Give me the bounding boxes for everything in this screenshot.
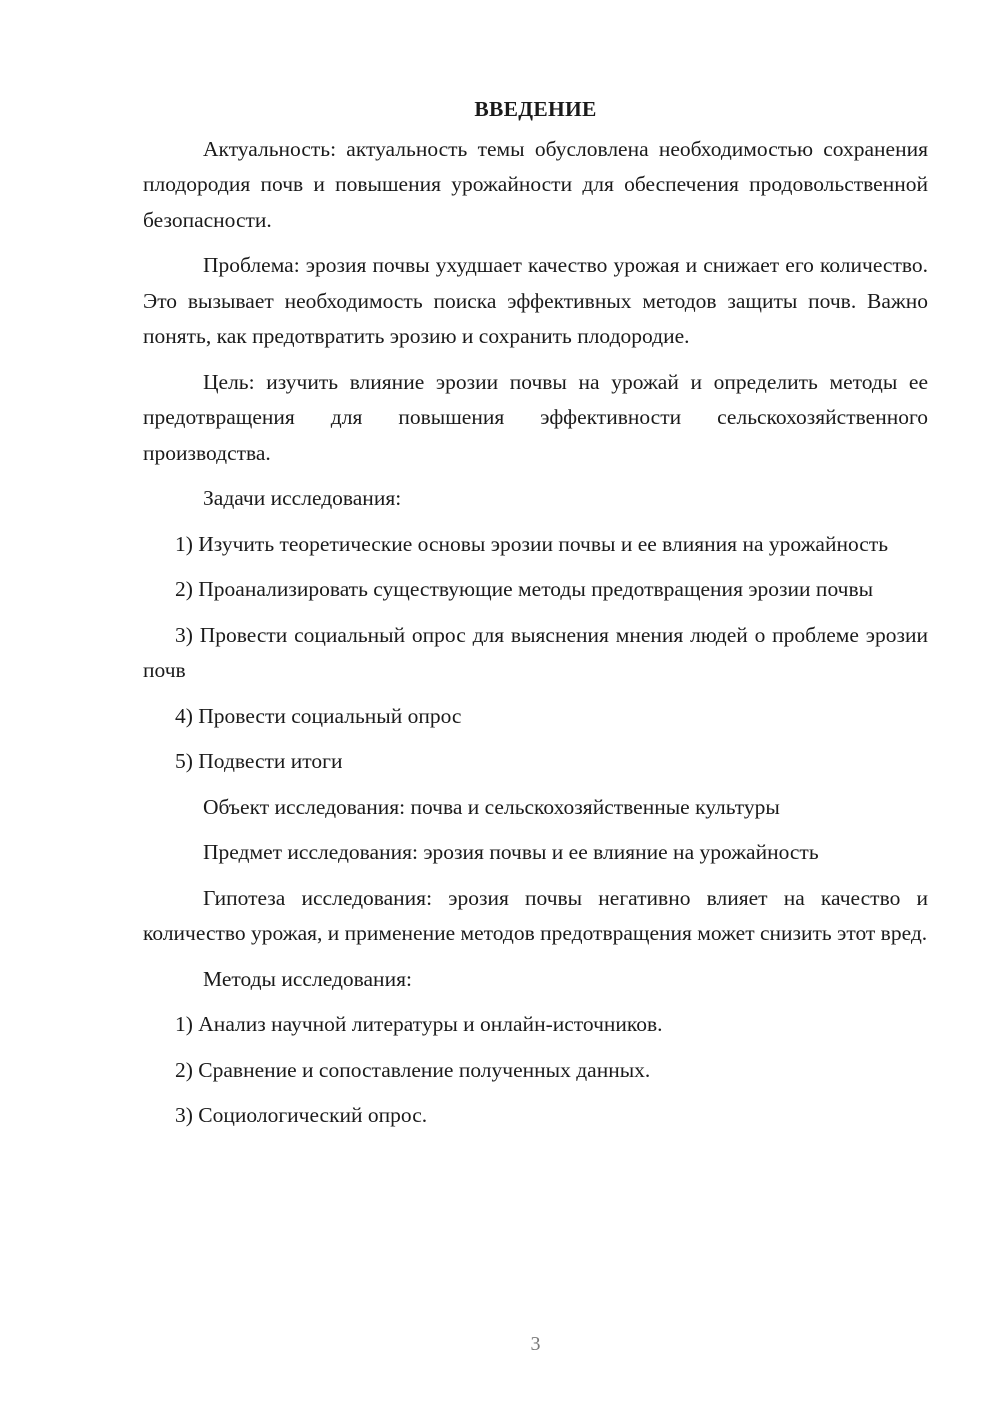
page-number: 3 <box>530 1333 541 1355</box>
task-item-4: 4) Провести социальный опрос <box>175 703 462 728</box>
document-page <box>143 92 928 1144</box>
task-item-1: 1) Изучить теоретические основы эрозии почвы и ее влияния на урожайность <box>175 531 889 556</box>
paragraph-subject: Предмет исследования: эрозия почвы и ее влияние на урожайность <box>203 840 819 864</box>
paragraph-problem: Проблема: эрозия почвы ухудшает качество урожая и снижает его количество. Это вызывает необходимость поиска эффективных методов защиты почв. Важно понять, как предотвратить эрозию и сохранить плодородие. <box>143 253 928 348</box>
task-item-2: 2) Проанализировать существующие методы предотвращения эрозии почвы <box>175 577 874 601</box>
method-item-1: 1) Анализ научной литературы и онлайн-источников. <box>175 1012 663 1036</box>
task-item-3: 3) Провести социальный опрос для выяснения мнения людей о проблеме эрозии почв <box>143 622 928 682</box>
methods-heading: Методы исследования: <box>203 966 412 991</box>
paragraph-relevance: Актуальность: актуальность темы обусловлена необходимостью сохранения плодородия почв и повышения урожайности для обеспечения продовольственной безопасности. <box>143 136 928 232</box>
task-item-5: 5) Подвести итоги <box>175 749 343 773</box>
tasks-heading: Задачи исследования: <box>203 486 402 510</box>
method-item-2: 2) Сравнение и сопоставление полученных данных. <box>175 1057 651 1082</box>
paragraph-object: Объект исследования: почва и сельскохозяйственные культуры <box>203 794 780 819</box>
page-title: ВВЕДЕНИЕ <box>474 97 597 121</box>
method-item-3: 3) Социологический опрос. <box>175 1103 428 1127</box>
paragraph-hypothesis: Гипотеза исследования: эрозия почвы негативно влияет на качество и количество урожая, и применение методов предотвращения может снизить этот вред. <box>143 885 928 945</box>
paragraph-goal: Цель: изучить влияние эрозии почвы на урожай и определить методы ее предотвращения для повышения эффективности сельскохозяйственного производства. <box>143 369 928 465</box>
